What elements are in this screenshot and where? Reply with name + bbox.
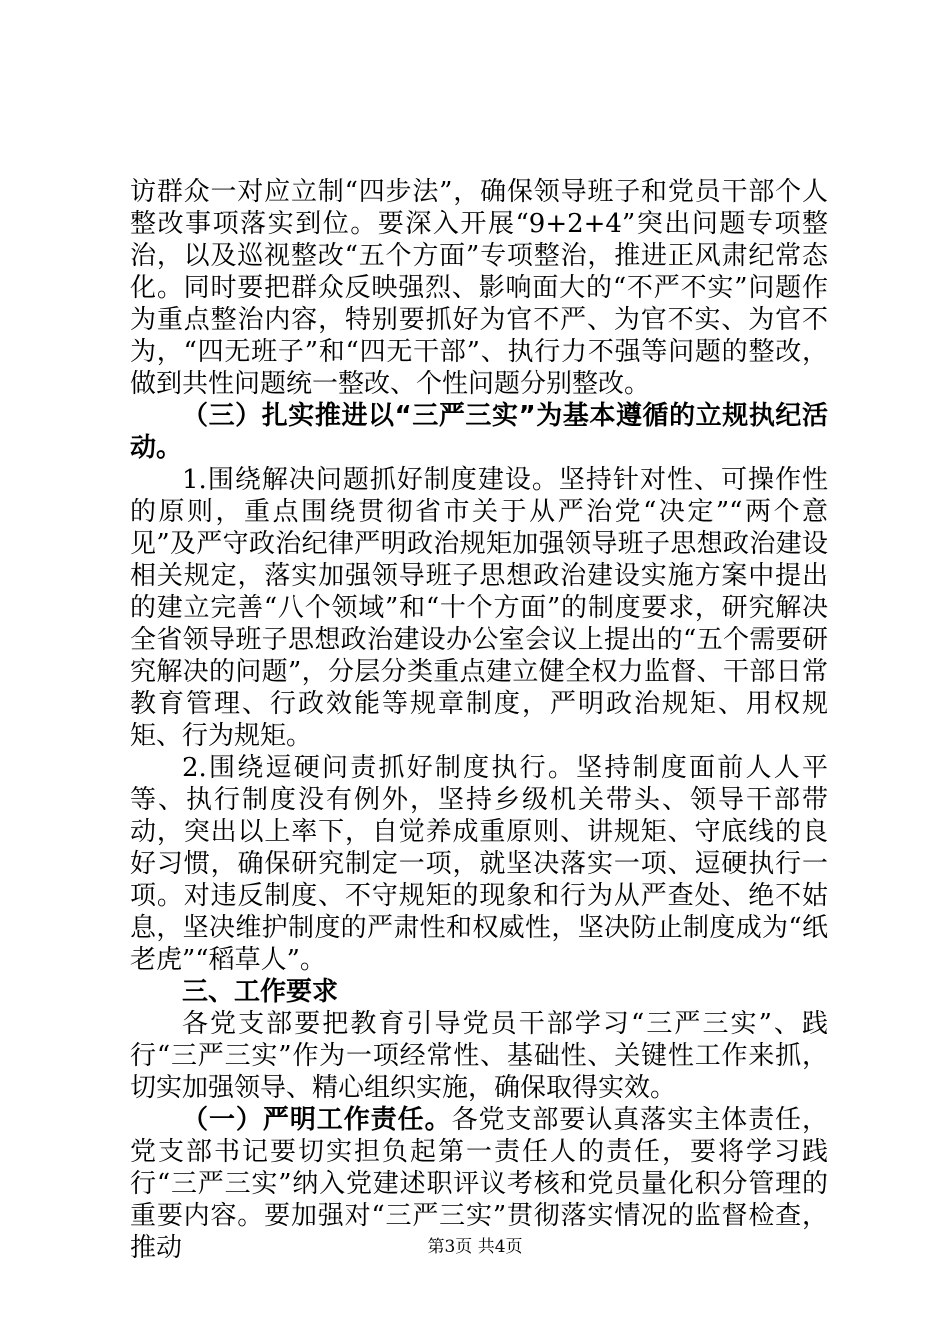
paragraph-continuation: 访群众一对应立制“四步法”，确保领导班子和党员干部个人整改事项落实到位。要深入开展“9+2+4”突出问题专项整治，以及巡视整改“五个方面”专项整治，推进正风肃纪常态化。同时要把群众反映强烈、影响面大的“不严不实”问题作为重点整治内容，特别要抓好为官不严、为官不实、为官不为，“四无班子”和“四无干部”、执行力不强等问题的整改，做到共性问题统一整改、个性问题分别整改。 (130, 177, 828, 399)
section-heading-work-requirements: 三、工作要求 (182, 977, 339, 1007)
document-body (130, 176, 828, 1264)
paragraph-item-2: 2.围绕逗硬问责抓好制度执行。坚持制度面前人人平等、执行制度没有例外，坚持乡级机关带头、领导干部带动，突出以上率下，自觉养成重原则、讲规矩、守底线的良好习惯，确保研究制定一项，就坚决落实一项、逗硬执行一项。对违反制度、不守规矩的现象和行为从严查处、绝不姑息，坚决维护制度的严肃性和权威性，坚决防止制度成为“纸老虎”“稻草人”。 (130, 753, 828, 975)
section-heading-3: （三）扎实推进以“三严三实”为基本遵循的立规执纪活动。 (130, 401, 828, 463)
paragraph-item-1: 1.围绕解决问题抓好制度建设。坚持针对性、可操作性的原则，重点围绕贯彻省市关于从严治党“决定”“两个意见”及严守政治纪律严明政治规矩加强领导班子思想政治建设相关规定，落实加强领导班子思想政治建设实施方案中提出的建立完善“八个领域”和“十个方面”的制度要求，研究解决全省领导班子思想政治建设办公室会议上提出的“五个需要研究解决的问题”，分层分类重点建立健全权力监督、干部日常教育管理、行政效能等规章制度，严明政治规矩、用权规矩、行为规矩。 (130, 465, 828, 751)
paragraph-lead-body: 各党支部要认真落实主体责任，党支部书记要切实担负起第一责任人的责任，要将学习践行“三严三实”纳入党建述职评议考核和党员量化积分管理的重要内容。要加强对“三严三实”贯彻落实情况的监督检查，推动 (130, 1105, 828, 1263)
paragraph-lead-title: （一）严明工作责任。 (182, 1105, 452, 1135)
page-footer: 第3页 共4页 (427, 1237, 523, 1257)
paragraph-requirements-intro: 各党支部要把教育引导党员干部学习“三严三实”、践行“三严三实”作为一项经常性、基础性、关键性工作来抓，切实加强领导、精心组织实施，确保取得实效。 (130, 1009, 828, 1103)
